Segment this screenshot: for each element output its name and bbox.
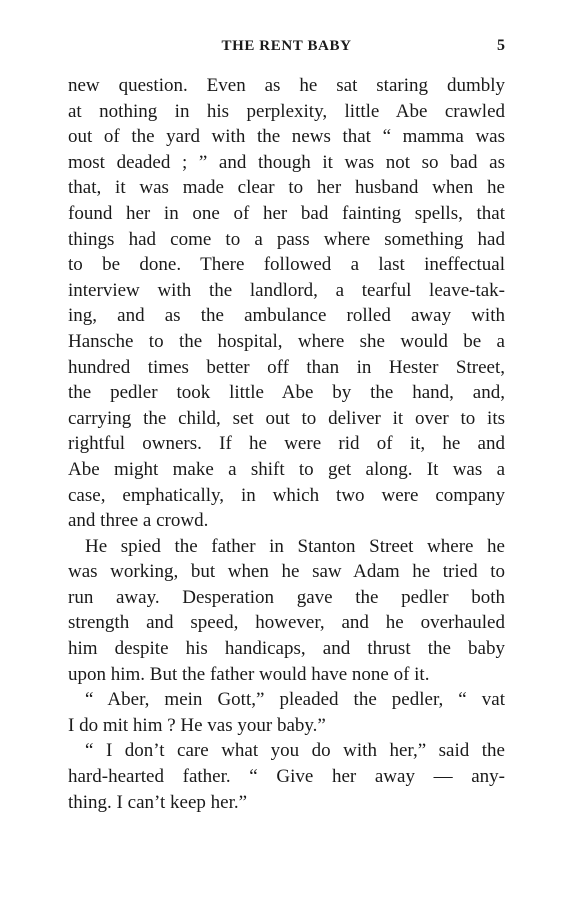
text-line: most deaded ; ” and though it was not so bad as [68, 151, 505, 173]
text-line: to be done. There followed a last ineffectual [68, 254, 505, 276]
text-line: was working, but when he saw Adam he tried to [68, 561, 505, 583]
text-line: ing, and as the ambulance rolled away with [68, 305, 505, 327]
text-line: new question. Even as he sat staring dumbly [68, 75, 505, 96]
text-line: upon him. But the father would have none of it. [68, 663, 430, 685]
text-line: carrying the child, set out to deliver it over to its [68, 407, 505, 429]
page-header [68, 34, 505, 58]
body-text [68, 73, 505, 815]
text-line: thing. I can’t keep her.” [68, 791, 248, 813]
text-line: case, emphatically, in which two were company [68, 484, 505, 506]
paragraph [68, 534, 505, 688]
text-line: rightful owners. If he were rid of it, he and [68, 433, 505, 455]
paragraph [68, 73, 505, 534]
text-line: “ Aber, mein Gott,” pleaded the pedler, “ vat [85, 689, 505, 711]
text-line: I do mit him ? He vas your baby.” [68, 714, 326, 736]
text-line: Hansche to the hospital, where she would be a [68, 330, 505, 352]
text-line: Abe might make a shift to get along. It was a [68, 458, 505, 480]
text-line: strength and speed, however, and he overhauled [68, 612, 505, 634]
text-line: that, it was made clear to her husband when he [68, 177, 505, 199]
page-number: 5 [497, 37, 505, 54]
paragraph [68, 738, 505, 815]
text-line: “ I don’t care what you do with her,” said the [85, 740, 505, 762]
text-line: at nothing in his perplexity, little Abe crawled [68, 100, 505, 122]
text-line: run away. Desperation gave the pedler both [68, 586, 505, 608]
text-line: He spied the father in Stanton Street where he [85, 535, 505, 557]
text-line: him despite his handicaps, and thrust the baby [68, 638, 505, 660]
paragraph [68, 687, 505, 738]
text-line: out of the yard with the news that “ mamma was [68, 126, 505, 148]
running-title: THE RENT BABY [221, 38, 352, 54]
text-line: hundred times better off than in Hester Street, [68, 356, 505, 378]
text-line: hard-hearted father. “ Give her away — any- [68, 766, 505, 788]
text-line: things had come to a pass where something had [68, 228, 505, 250]
text-line: the pedler took little Abe by the hand, and, [68, 382, 505, 404]
text-line: and three a crowd. [68, 510, 209, 532]
text-line: found her in one of her bad fainting spells, that [68, 202, 505, 224]
text-line: interview with the landlord, a tearful leave-tak- [68, 279, 505, 301]
